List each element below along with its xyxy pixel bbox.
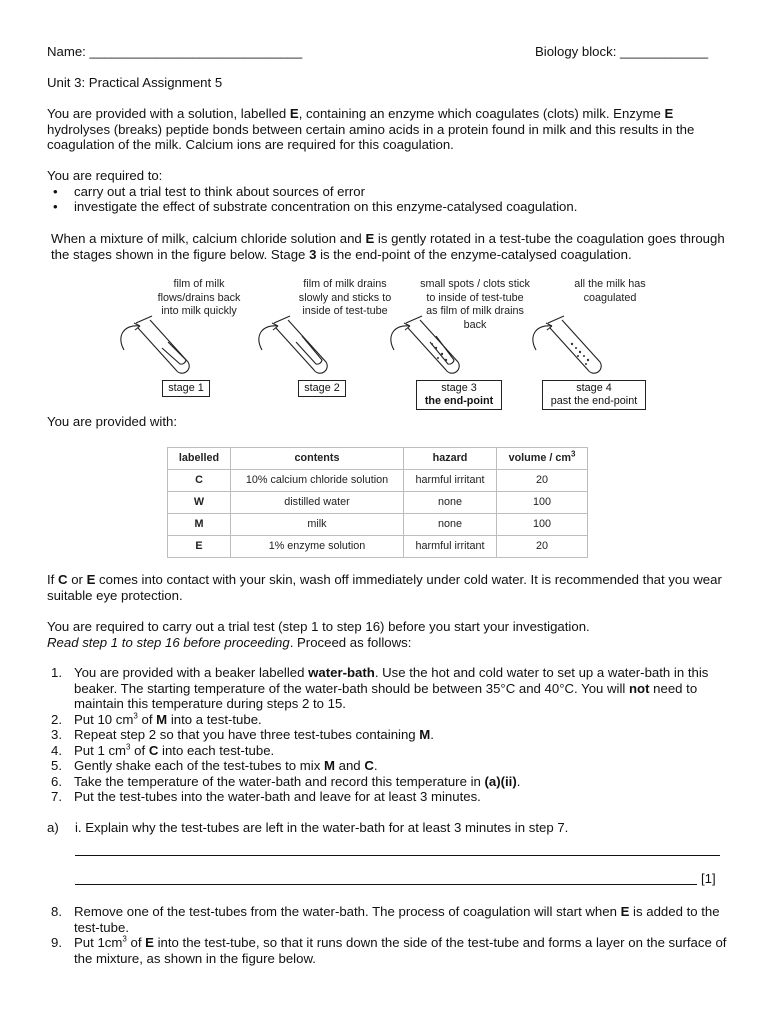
step-item: 5. Gently shake each of the test-tubes to mix M and C.: [51, 758, 378, 773]
column-header: contents: [231, 448, 404, 470]
test-tube-drawings: [110, 278, 660, 378]
table-header-row: [168, 448, 588, 470]
step-item: 4. Put 1 $cm^3$ of C into each test-tube.: [51, 742, 275, 758]
biology-block-field: [535, 44, 708, 60]
table-row: E 1% enzyme solution harmful irritant 20: [168, 536, 588, 558]
requirement-item: • carry out a trial test to think about sources of error: [47, 184, 727, 200]
step-item: 1. You are provided with a beaker labelled water-bath. Use the hot and cold water to set up a water-bath in this beaker. The starting temperature of the water-bath should be between 35°C and 40°C. You will not need to maintain this temperature during steps 2 to 15.: [51, 665, 709, 711]
step-item: 3. Repeat step 2 so that you have three test-tubes containing M.: [51, 727, 434, 742]
procedure-steps-continued: [47, 904, 737, 966]
materials-table: [167, 447, 588, 558]
stage-3-label: stage 3 the end-point: [416, 380, 502, 410]
column-header: volume / $cm^3$: [497, 448, 588, 470]
block-label: Biology block:: [535, 44, 617, 59]
stage-1-label: stage 1: [162, 380, 210, 397]
question-label: a): [47, 820, 59, 835]
stage-2-caption: film of milk drains slowly and sticks to inside of test-tube: [298, 278, 392, 317]
step-item: 9. Put $1cm^3$ of E into the test-tube, so that it runs down the side of the test-tube and forms a layer on the surface of the mixture, as shown in the figure below.: [51, 934, 727, 966]
unit-title: Unit 3: Practical Assignment 5: [47, 75, 223, 90]
requirement-item: • investigate the effect of substrate concentration on this enzyme-catalysed coagulation.: [47, 199, 727, 215]
rotation-arrow-icon: [259, 323, 278, 350]
table-row: M milk none 100: [168, 514, 588, 536]
answer-line[interactable]: [75, 884, 697, 885]
step-item: 7. Put the test-tubes into the water-bath and leave for at least 3 minutes.: [51, 789, 481, 804]
column-header: labelled: [168, 448, 231, 470]
procedure-steps: [47, 665, 737, 805]
name-field: [47, 44, 302, 60]
table-row: C 10% calcium chloride solution harmful irritant 20: [168, 470, 588, 492]
requirements: [47, 168, 727, 215]
stage-1-caption: film of milk flows/drains back into milk quickly: [157, 278, 241, 317]
name-label: Name:: [47, 44, 86, 59]
test-tube-icon: [548, 316, 601, 373]
step-item: 6. Take the temperature of the water-bath and record this temperature in (a)(ii).: [51, 773, 521, 789]
requirements-heading: You are required to:: [47, 168, 163, 183]
rotation-arrow-icon: [533, 323, 552, 350]
table-row: W distilled water none 100: [168, 492, 588, 514]
trial-paragraph: You are required to carry out a trial test (step 1 to step 16) before you start your investigation. Read step 1 to step 16 before proceeding. Proceed as follows:: [47, 619, 590, 650]
step-item: 2. Put 10 $cm^3$ of M into a test-tube.: [51, 711, 262, 727]
stage-3-caption: small spots / clots stick to inside of test-tube as film of milk drains back: [420, 278, 530, 331]
mixture-paragraph: When a mixture of milk, calcium chloride solution and E is gently rotated in a test-tube the coagulation goes through the stages shown in the figure below. Stage 3 is the end-point of the enzyme-catalysed coagulation.: [51, 231, 725, 262]
stage-2-label: stage 2: [298, 380, 346, 397]
name-blank: _____________________________: [89, 44, 303, 59]
coagulation-stages-figure: [110, 278, 660, 416]
column-header: hazard: [404, 448, 497, 470]
step-item: 8. Remove one of the test-tubes from the water-bath. The process of coagulation will start when E is added to the test-tube.: [51, 904, 720, 935]
stage-4-caption: all the milk has coagulated: [574, 278, 646, 304]
mark-allocation: [1]: [701, 871, 716, 886]
block-blank: ____________: [620, 44, 709, 59]
rotation-arrow-icon: [121, 323, 140, 350]
intro-paragraph: You are provided with a solution, labelled E, containing an enzyme which coagulates (clots) milk. Enzyme E hydrolyses (breaks) peptide bonds between certain amino acids in a protein found in milk and this results in the coagulation of the milk. Calcium ions are required for this coagulation.: [47, 106, 695, 152]
question-text: i. Explain why the test-tubes are left in the water-bath for at least 3 minutes in step 7.: [75, 820, 569, 835]
provided-heading: You are provided with:: [47, 414, 178, 429]
test-tube-icon: [274, 316, 327, 373]
test-tube-icon: [136, 316, 189, 373]
stage-4-label: stage 4 past the end-point: [542, 380, 646, 410]
answer-line[interactable]: [75, 855, 720, 856]
safety-paragraph: If C or E comes into contact with your skin, wash off immediately under cold water. It is recommended that you wear suitable eye protection.: [47, 572, 722, 603]
rotation-arrow-icon: [391, 323, 410, 350]
